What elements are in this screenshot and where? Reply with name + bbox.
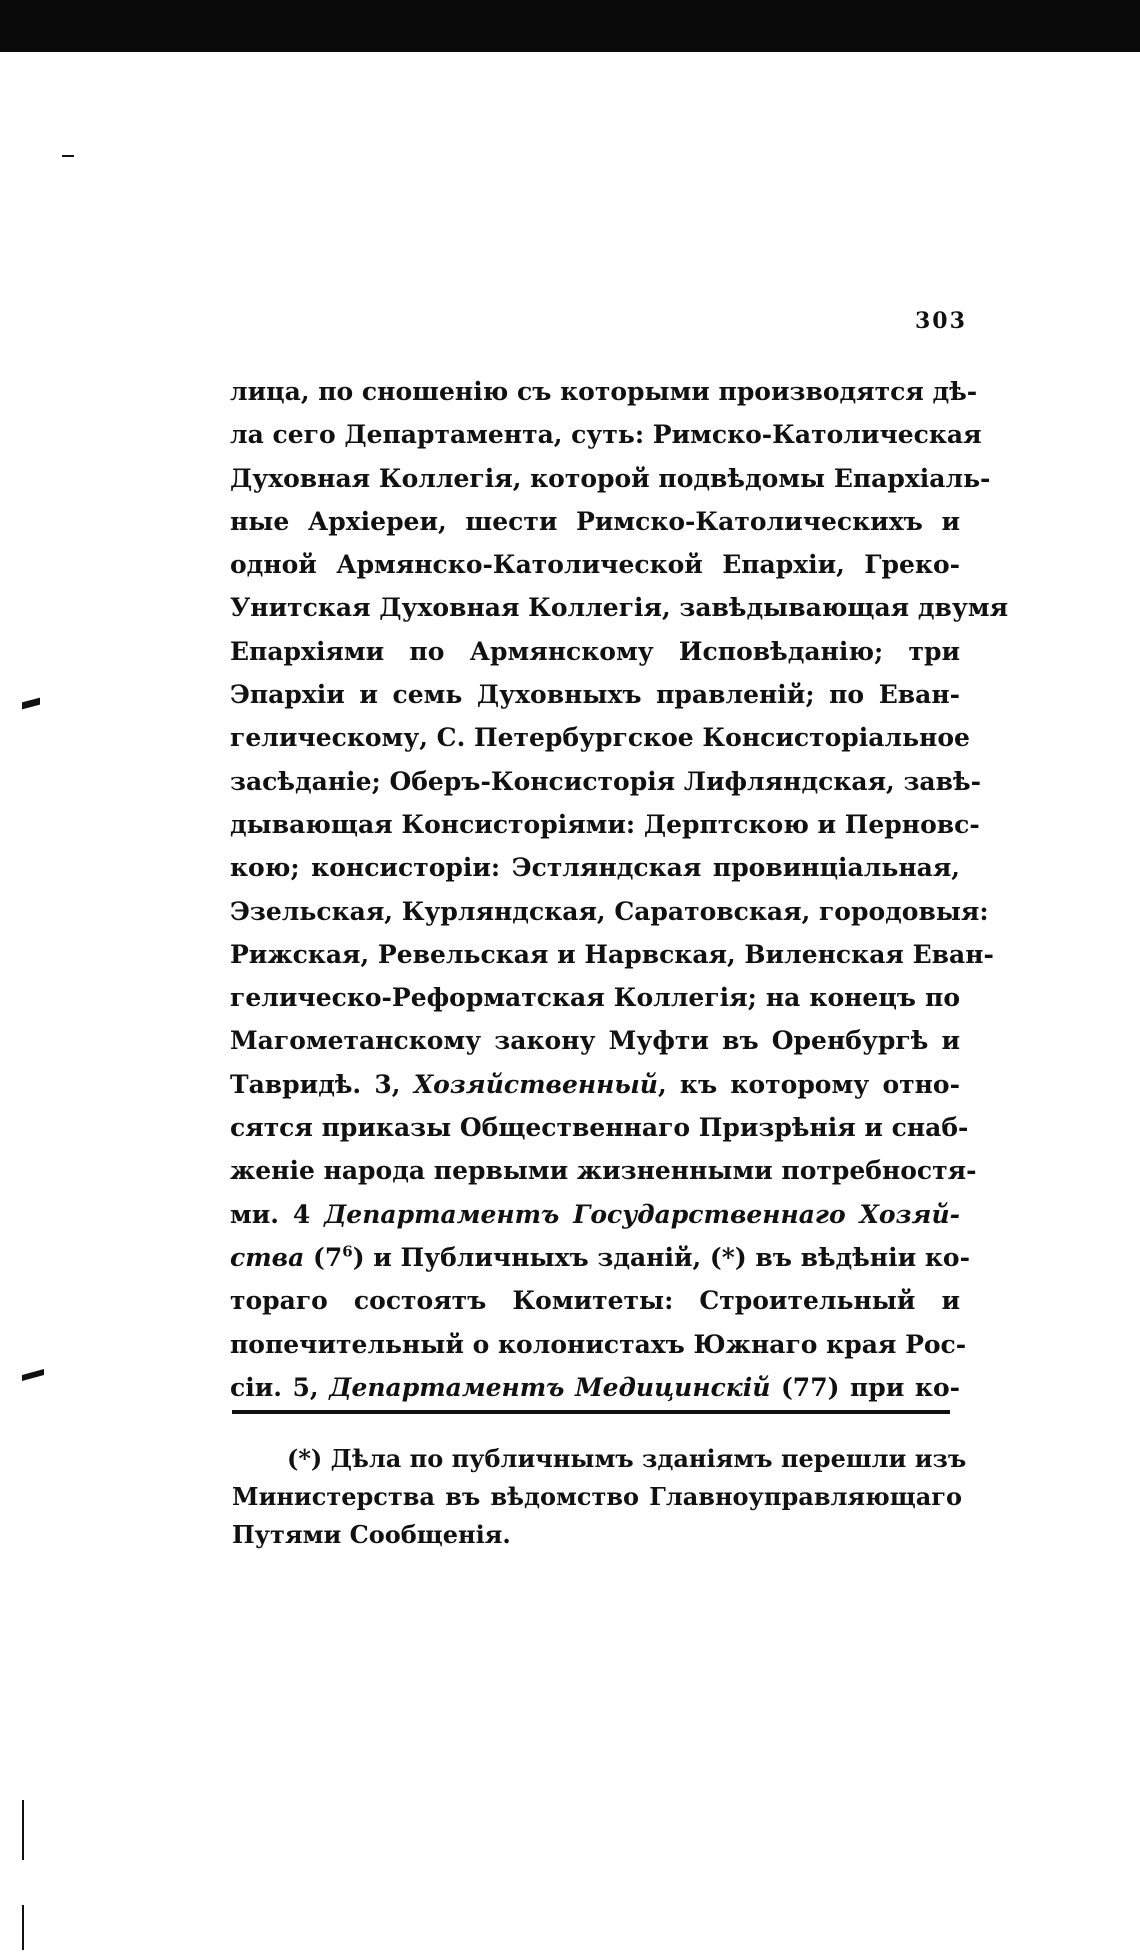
text-segment: ) и Публичныхъ зданій, (*) въ вѣдѣніи ко- <box>352 1242 970 1272</box>
text-line: Эзельская, Курляндская, Саратовская, городовыя: <box>230 896 989 926</box>
scan-top-border <box>0 0 1140 52</box>
text-line: тораго состоятъ Комитеты: Строительный и <box>230 1286 960 1316</box>
text-line: сятся приказы Общественнаго Призрѣнія и снаб- <box>230 1113 969 1143</box>
text-segment: сіи. 5, <box>230 1372 330 1402</box>
text-line: Епархіями по Армянскому Исповѣданію; три <box>230 636 960 666</box>
text-line: гелическому, С. Петербургское Консисторіальное <box>230 723 970 753</box>
footnote-rule <box>232 1410 950 1414</box>
body-text <box>230 370 1009 1409</box>
margin-bar-mark <box>22 1905 24 1950</box>
italic-term: ства <box>230 1242 305 1272</box>
text-line: лица, по сношенію съ которыми производятся дѣ- <box>230 377 978 406</box>
text-line: Рижская, Ревельская и Нарвская, Виленская Еван- <box>230 939 994 969</box>
text-segment: Тавридѣ. 3, <box>230 1069 414 1099</box>
text-line: дывающая Консисторіями: Дерптскою и Перновс- <box>230 809 980 839</box>
italic-term: Департаментъ Государственнаго Хозяй- <box>324 1199 960 1229</box>
footnote-line: Министерства въ вѣдомство Главноуправляющаго <box>232 1482 962 1511</box>
italic-term: Хозяйственный <box>413 1069 658 1099</box>
footnote-line: (*) Дѣла по публичнымъ зданіямъ перешли изъ <box>287 1444 967 1473</box>
text-line-mixed <box>230 1063 960 1106</box>
note-ref: (7 <box>313 1242 343 1272</box>
text-line: женіе народа первыми жизненными потребностя- <box>230 1156 977 1186</box>
italic-term: Департаментъ Медицинскій <box>329 1372 771 1402</box>
text-line: засѣданіе; Оберъ-Консисторія Лифляндская, завѣ- <box>230 766 981 796</box>
text-line-mixed <box>230 1236 970 1279</box>
note-sup: 6 <box>342 1242 353 1261</box>
footnote-line: Путями Сообщенія. <box>232 1520 511 1549</box>
text-line: попечительный о колонистахъ Южнаго края Рос- <box>230 1329 967 1359</box>
margin-arrow-mark <box>22 698 40 710</box>
text-segment: ми. 4 <box>230 1199 325 1229</box>
text-line: Духовная Коллегія, которой подвѣдомы Епархіаль- <box>230 463 991 493</box>
margin-bar-mark <box>22 1800 24 1860</box>
text-line: одной Армянско-Католической Епархіи, Греко- <box>230 550 960 580</box>
text-line: Эпархіи и семь Духовныхъ правленій; по Еван- <box>230 680 960 710</box>
page-number: 303 <box>915 308 967 334</box>
margin-arrow-mark <box>22 1369 44 1381</box>
margin-dash-mark <box>62 155 74 157</box>
text-line: Магометанскому закону Муфти въ Оренбургѣ и <box>230 1026 960 1056</box>
text-line-mixed <box>230 1193 960 1236</box>
text-segment: (77) при ко- <box>770 1372 961 1402</box>
text-segment: , къ которому отно- <box>657 1069 960 1099</box>
text-line: гелическо-Реформатская Коллегія; на конецъ по <box>230 983 960 1013</box>
text-line: Унитская Духовная Коллегія, завѣдывающая двумя <box>230 593 1009 623</box>
text-line-mixed <box>230 1366 960 1409</box>
footnote <box>232 1440 967 1554</box>
text-line: ла сего Департамента, суть: Римско-Католическая <box>230 420 982 450</box>
text-line: кою; консисторіи: Эстляндская провинціальная, <box>230 853 960 883</box>
text-line: ные Архіереи, шести Римско-Католическихъ и <box>230 506 960 536</box>
